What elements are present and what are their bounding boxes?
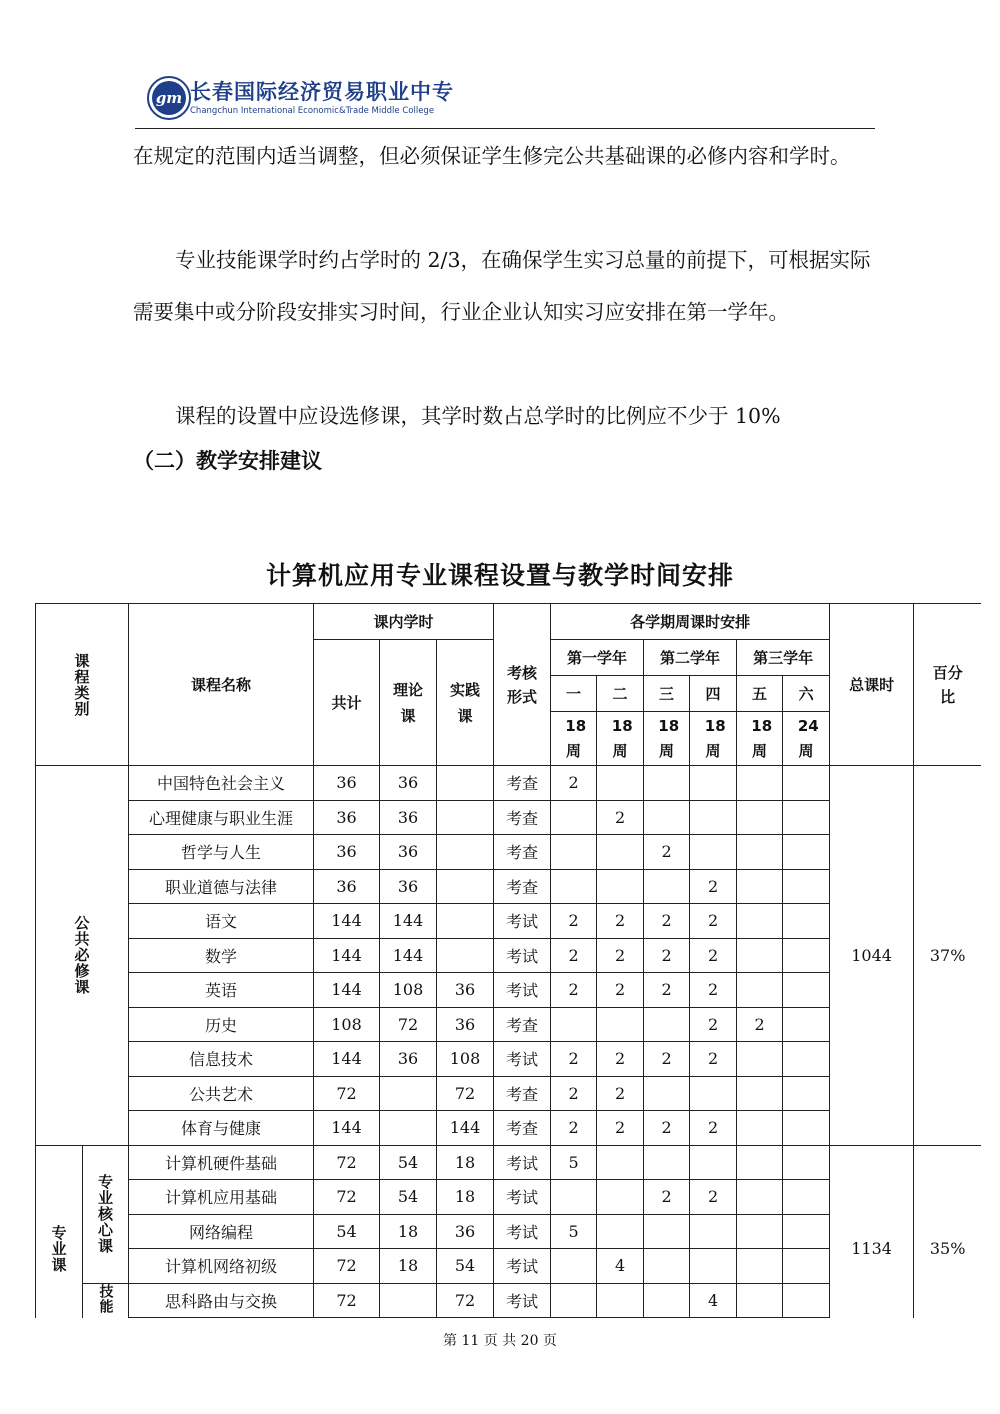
- empty-cell: [783, 1318, 830, 1319]
- course-name: 公共艺术: [129, 1076, 314, 1111]
- hours-practice: [437, 835, 494, 870]
- course-name: 体育与健康: [129, 1111, 314, 1146]
- hours-practice: [437, 869, 494, 904]
- exam-type: 考试: [494, 1180, 551, 1215]
- group-total-hours: 1044: [830, 766, 914, 1146]
- weekly-hours: 2: [690, 1007, 737, 1042]
- hours-total: 54: [314, 1214, 380, 1249]
- course-name: 哲学与人生: [129, 835, 314, 870]
- hours-total: 72: [314, 1145, 380, 1180]
- hours-theory: 54: [380, 1145, 437, 1180]
- weekly-hours: [737, 835, 783, 870]
- weekly-hours: [644, 1249, 690, 1284]
- section-heading: （二）教学安排建议: [133, 449, 322, 473]
- weekly-hours: 2: [597, 973, 644, 1008]
- weekly-hours: 2: [690, 938, 737, 973]
- weekly-hours: [783, 835, 830, 870]
- header-semester: 六: [783, 676, 830, 712]
- header-weeks: 18周: [690, 712, 737, 766]
- exam-type: 考试: [494, 938, 551, 973]
- hours-total: 144: [314, 1042, 380, 1077]
- hours-theory: [380, 1283, 437, 1318]
- weekly-hours: [737, 766, 783, 801]
- header-year-1: 第一学年: [551, 640, 644, 676]
- hours-total: 72: [314, 1249, 380, 1284]
- course-table: [35, 603, 981, 1318]
- header-total: 共计: [314, 640, 380, 766]
- exam-type: 考查: [494, 1111, 551, 1146]
- header-weeks: 18周: [737, 712, 783, 766]
- weekly-hours: 2: [597, 1076, 644, 1111]
- hours-practice: 36: [437, 1214, 494, 1249]
- hours-total: 144: [314, 904, 380, 939]
- course-name: 计算机应用基础: [129, 1180, 314, 1215]
- weekly-hours: 2: [690, 869, 737, 904]
- header-weeks: 18周: [551, 712, 597, 766]
- exam-type: 考试: [494, 1042, 551, 1077]
- course-name: 思科路由与交换: [129, 1283, 314, 1318]
- exam-type: 考试: [494, 1145, 551, 1180]
- weekly-hours: 2: [597, 1111, 644, 1146]
- paragraph-2: 专业技能课学时约占学时的 2/3，在确保学生实习总量的前提下，可根据实际需要集中或分阶段安排实习时间，行业企业认知实习应安排在第一学年。: [133, 248, 871, 324]
- hours-practice: 72: [437, 1283, 494, 1318]
- category-cell: 公共必修课: [36, 766, 129, 1146]
- exam-type: 考试: [494, 1214, 551, 1249]
- weekly-hours: [644, 1145, 690, 1180]
- header-divider: [135, 128, 875, 129]
- weekly-hours: [737, 1042, 783, 1077]
- weekly-hours: [783, 1249, 830, 1284]
- paragraph-1: 在规定的范围内适当调整，但必须保证学生修完公共基础课的必修内容和学时。: [133, 144, 851, 168]
- course-table-wrapper: [35, 603, 981, 1318]
- subcategory-cell: 专业核心课: [83, 1145, 129, 1283]
- course-name: 英语: [129, 973, 314, 1008]
- empty-cell: [494, 1318, 551, 1319]
- hours-theory: 54: [380, 1180, 437, 1215]
- header-weeks: 24周: [783, 712, 830, 766]
- header-weeks: 18周: [597, 712, 644, 766]
- weekly-hours: [783, 1214, 830, 1249]
- category-cell: 专业课: [36, 1145, 83, 1318]
- hours-practice: 54: [437, 1249, 494, 1284]
- exam-type: 考试: [494, 1283, 551, 1318]
- course-name: 计算机硬件基础: [129, 1145, 314, 1180]
- course-name: 历史: [129, 1007, 314, 1042]
- weekly-hours: [644, 869, 690, 904]
- header-class-hours: 课内学时: [314, 604, 494, 640]
- hours-practice: 144: [437, 1111, 494, 1146]
- weekly-hours: [783, 1180, 830, 1215]
- weekly-hours: [783, 869, 830, 904]
- weekly-hours: 2: [551, 1076, 597, 1111]
- weekly-hours: [737, 869, 783, 904]
- school-logo: [147, 76, 191, 120]
- weekly-hours: 2: [551, 1111, 597, 1146]
- weekly-hours: [783, 1283, 830, 1318]
- weekly-hours: [551, 869, 597, 904]
- weekly-hours: [737, 1214, 783, 1249]
- header-weeks: 18周: [644, 712, 690, 766]
- header-semester: 三: [644, 676, 690, 712]
- header-practice: 实践课: [437, 640, 494, 766]
- weekly-hours: [690, 800, 737, 835]
- hours-practice: [437, 766, 494, 801]
- weekly-hours: [783, 800, 830, 835]
- weekly-hours: [783, 1007, 830, 1042]
- empty-cell: [314, 1318, 380, 1319]
- table-header: [36, 604, 982, 766]
- weekly-hours: 2: [644, 835, 690, 870]
- weekly-hours: 4: [597, 1249, 644, 1284]
- hours-total: 144: [314, 973, 380, 1008]
- weekly-hours: [597, 835, 644, 870]
- weekly-hours: 2: [644, 1180, 690, 1215]
- weekly-hours: [597, 1007, 644, 1042]
- header-total-hours: 总课时: [830, 604, 914, 766]
- exam-type: 考查: [494, 766, 551, 801]
- header-exam: 考核形式: [494, 604, 551, 766]
- exam-type: 考试: [494, 904, 551, 939]
- weekly-hours: [737, 938, 783, 973]
- hours-theory: [380, 1076, 437, 1111]
- weekly-hours: [690, 835, 737, 870]
- weekly-hours: [690, 766, 737, 801]
- hours-theory: 72: [380, 1007, 437, 1042]
- weekly-hours: [737, 1283, 783, 1318]
- course-name: 数学: [129, 938, 314, 973]
- group-total-hours: 1134: [830, 1145, 914, 1318]
- weekly-hours: 2: [644, 1042, 690, 1077]
- subcategory-cell: 技能: [83, 1283, 129, 1318]
- hours-practice: [437, 938, 494, 973]
- weekly-hours: [644, 1283, 690, 1318]
- weekly-hours: [644, 1076, 690, 1111]
- weekly-hours: [551, 1007, 597, 1042]
- weekly-hours: 4: [690, 1283, 737, 1318]
- hours-total: 72: [314, 1076, 380, 1111]
- header-semester: 二: [597, 676, 644, 712]
- weekly-hours: 2: [551, 973, 597, 1008]
- weekly-hours: 2: [597, 1042, 644, 1077]
- school-name-en: Changchun International Economic&Trade Middle College: [190, 106, 435, 116]
- hours-practice: [437, 904, 494, 939]
- weekly-hours: [690, 1145, 737, 1180]
- weekly-hours: 2: [644, 1111, 690, 1146]
- weekly-hours: 5: [551, 1214, 597, 1249]
- weekly-hours: 5: [551, 1145, 597, 1180]
- hours-practice: 18: [437, 1145, 494, 1180]
- hours-total: 144: [314, 938, 380, 973]
- hours-theory: 18: [380, 1249, 437, 1284]
- hours-practice: 18: [437, 1180, 494, 1215]
- weekly-hours: [597, 1283, 644, 1318]
- weekly-hours: 2: [551, 904, 597, 939]
- weekly-hours: [783, 973, 830, 1008]
- hours-practice: [437, 800, 494, 835]
- weekly-hours: [737, 904, 783, 939]
- hours-theory: 36: [380, 800, 437, 835]
- header-semester: 四: [690, 676, 737, 712]
- weekly-hours: [690, 1214, 737, 1249]
- weekly-hours: 2: [551, 766, 597, 801]
- page-header: [135, 70, 875, 128]
- header-theory: 理论课: [380, 640, 437, 766]
- table-row: [36, 766, 982, 801]
- exam-type: 考查: [494, 800, 551, 835]
- weekly-hours: [644, 800, 690, 835]
- empty-cell: [597, 1318, 644, 1319]
- empty-cell: [380, 1318, 437, 1319]
- weekly-hours: [551, 1249, 597, 1284]
- header-weekly: 各学期周课时安排: [551, 604, 830, 640]
- weekly-hours: [737, 1249, 783, 1284]
- hours-total: 36: [314, 835, 380, 870]
- header-semester: 一: [551, 676, 597, 712]
- course-name: 心理健康与职业生涯: [129, 800, 314, 835]
- hours-total: 108: [314, 1007, 380, 1042]
- hours-practice: 108: [437, 1042, 494, 1077]
- weekly-hours: [737, 800, 783, 835]
- hours-theory: 36: [380, 1042, 437, 1077]
- weekly-hours: 2: [551, 1042, 597, 1077]
- course-name: 计算机网络初级: [129, 1249, 314, 1284]
- header-course-name: 课程名称: [129, 604, 314, 766]
- empty-cell: [644, 1318, 690, 1319]
- weekly-hours: [783, 904, 830, 939]
- weekly-hours: 2: [597, 938, 644, 973]
- exam-type: 考查: [494, 869, 551, 904]
- header-year-2: 第二学年: [644, 640, 737, 676]
- weekly-hours: [597, 766, 644, 801]
- weekly-hours: 2: [644, 938, 690, 973]
- empty-cell: [737, 1318, 783, 1319]
- course-name: 语文: [129, 904, 314, 939]
- weekly-hours: [551, 1180, 597, 1215]
- weekly-hours: [597, 869, 644, 904]
- weekly-hours: [737, 1076, 783, 1111]
- hours-total: 72: [314, 1180, 380, 1215]
- exam-type: 考查: [494, 1076, 551, 1111]
- course-name: 网络编程: [129, 1214, 314, 1249]
- hours-practice: 36: [437, 1007, 494, 1042]
- weekly-hours: [644, 1214, 690, 1249]
- exam-type: 考查: [494, 1007, 551, 1042]
- weekly-hours: [690, 1249, 737, 1284]
- hours-theory: 18: [380, 1214, 437, 1249]
- table-title: 计算机应用专业课程设置与教学时间安排: [265, 561, 734, 590]
- course-name: 中国特色社会主义: [129, 766, 314, 801]
- hours-total: 36: [314, 869, 380, 904]
- hours-theory: 36: [380, 869, 437, 904]
- weekly-hours: [597, 1145, 644, 1180]
- weekly-hours: [783, 938, 830, 973]
- weekly-hours: 2: [737, 1007, 783, 1042]
- empty-cell: [551, 1318, 597, 1319]
- hours-theory: 36: [380, 766, 437, 801]
- weekly-hours: [597, 1214, 644, 1249]
- table-body: [36, 766, 982, 1319]
- logo-text: gm: [152, 81, 186, 115]
- weekly-hours: [551, 835, 597, 870]
- hours-theory: 108: [380, 973, 437, 1008]
- weekly-hours: [737, 1145, 783, 1180]
- weekly-hours: 2: [690, 1180, 737, 1215]
- hours-theory: [380, 1111, 437, 1146]
- hours-total: 36: [314, 766, 380, 801]
- hours-theory: 144: [380, 938, 437, 973]
- header-percent: 百分比: [914, 604, 981, 766]
- group-percent: 35%: [914, 1145, 981, 1318]
- weekly-hours: [737, 973, 783, 1008]
- header-semester: 五: [737, 676, 783, 712]
- weekly-hours: [783, 1076, 830, 1111]
- weekly-hours: [737, 1111, 783, 1146]
- header-category: 课程类别: [36, 604, 129, 766]
- exam-type: 考试: [494, 973, 551, 1008]
- weekly-hours: [551, 800, 597, 835]
- hours-total: 144: [314, 1111, 380, 1146]
- weekly-hours: 2: [690, 1111, 737, 1146]
- weekly-hours: 2: [690, 973, 737, 1008]
- weekly-hours: 2: [597, 904, 644, 939]
- weekly-hours: 2: [690, 1042, 737, 1077]
- table-row: [36, 1145, 982, 1180]
- weekly-hours: [644, 766, 690, 801]
- weekly-hours: [783, 1111, 830, 1146]
- exam-type: 考查: [494, 835, 551, 870]
- hours-theory: 144: [380, 904, 437, 939]
- course-name: 信息技术: [129, 1042, 314, 1077]
- weekly-hours: 2: [597, 800, 644, 835]
- weekly-hours: [737, 1180, 783, 1215]
- weekly-hours: [783, 1145, 830, 1180]
- hours-practice: 36: [437, 973, 494, 1008]
- school-name-cn: 长春国际经济贸易职业中专: [190, 79, 454, 104]
- weekly-hours: [551, 1283, 597, 1318]
- course-name: 职业道德与法律: [129, 869, 314, 904]
- hours-theory: 36: [380, 835, 437, 870]
- page-footer: 第 11 页 共 20 页: [443, 1333, 557, 1349]
- hours-total: 72: [314, 1283, 380, 1318]
- weekly-hours: [644, 1007, 690, 1042]
- weekly-hours: [783, 766, 830, 801]
- empty-cell: [437, 1318, 494, 1319]
- weekly-hours: 2: [690, 904, 737, 939]
- group-percent: 37%: [914, 766, 981, 1146]
- header-year-3: 第三学年: [737, 640, 830, 676]
- weekly-hours: 2: [551, 938, 597, 973]
- weekly-hours: 2: [644, 973, 690, 1008]
- exam-type: 考试: [494, 1249, 551, 1284]
- weekly-hours: [690, 1076, 737, 1111]
- weekly-hours: [597, 1180, 644, 1215]
- hours-total: 36: [314, 800, 380, 835]
- empty-cell: [690, 1318, 737, 1319]
- paragraph-3: 课程的设置中应设选修课，其学时数占总学时的比例应不少于 10%: [175, 404, 781, 428]
- empty-cell: [129, 1318, 314, 1319]
- hours-practice: 72: [437, 1076, 494, 1111]
- weekly-hours: [783, 1042, 830, 1077]
- weekly-hours: 2: [644, 904, 690, 939]
